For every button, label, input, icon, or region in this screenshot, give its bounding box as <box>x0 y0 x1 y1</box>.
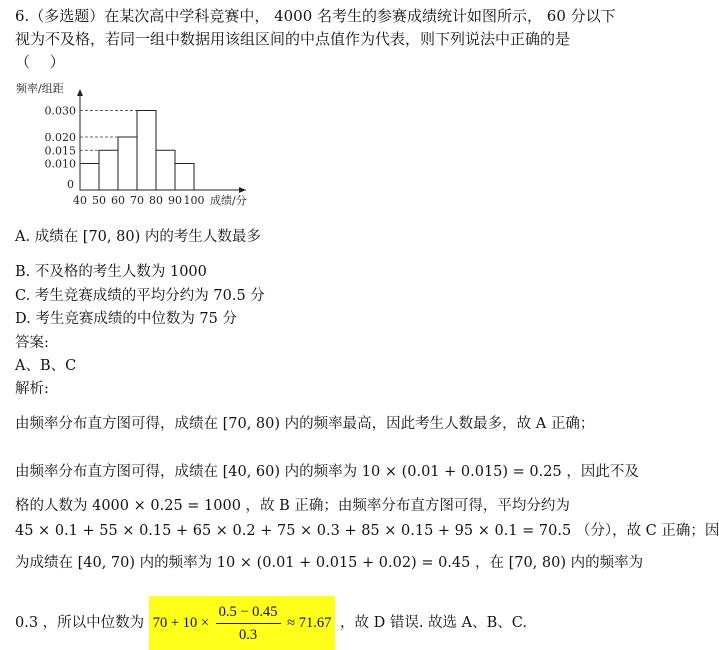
histogram-bar <box>118 137 137 190</box>
question-line-2: 视为不及格，若同一组中数据用该组区间的中点值作为代表，则下列说法中正确的是 <box>15 30 571 48</box>
histogram-bar <box>175 164 194 191</box>
analysis-paragraph-5: 为成绩在 [40, 70) 内的频率为 10 × (0.01 + 0.015 + 0.02) = 0.45 ，在 [70, 80) 内的频率为 <box>15 555 644 571</box>
histogram-bar <box>80 164 99 191</box>
question-line-1: 6.（多选题）在某次高中学科竞赛中， 4000 名考生的参赛成绩统计如图所示， 60 分以下 <box>15 7 616 25</box>
answer-label: 答案: <box>15 335 49 351</box>
x-tick-label: 60 <box>111 194 125 207</box>
x-tick-label: 40 <box>73 194 87 207</box>
analysis-paragraph-6 <box>15 596 527 650</box>
median-formula-highlight <box>149 596 336 650</box>
x-axis-arrow <box>239 187 246 193</box>
y-tick-label: 0.020 <box>44 131 76 144</box>
median-formula-result: ≈ 71.67 <box>287 615 332 631</box>
x-tick-label: 80 <box>149 194 163 207</box>
analysis-paragraph-1: 由频率分布直方图可得，成绩在 [70, 80) 内的频率最高，因此考生人数最多，故 A 正确； <box>15 416 595 432</box>
y-tick-label: 0.030 <box>44 104 76 118</box>
analysis-paragraph-3: 格的人数为 4000 × 0.25 = 1000 ，故 B 正确；由频率分布直方图可得，平均分约为 <box>15 498 570 514</box>
analysis-paragraph-2: 由频率分布直方图可得，成绩在 [40, 60) 内的频率为 10 × (0.01 + 0.015) = 0.25 ，因此不及 <box>15 464 639 480</box>
median-conclusion: ，故 D 错误. 故选 A、B、C. <box>340 615 527 631</box>
x-axis-label: 成绩/分 <box>210 194 247 207</box>
median-fraction-numerator: 0.5 − 0.45 <box>216 603 281 624</box>
x-tick-label: 50 <box>92 194 106 207</box>
median-fraction-denominator: 0.3 <box>239 626 258 643</box>
frequency-histogram <box>12 80 272 212</box>
histogram-bar <box>99 150 118 190</box>
option-a: A. 成绩在 [70, 80) 内的考生人数最多 <box>15 229 261 245</box>
option-d: D. 考生竞赛成绩的中位数为 75 分 <box>15 311 237 327</box>
y-tick-label: 0.015 <box>44 144 76 158</box>
x-tick-label: 100 <box>183 194 205 207</box>
analysis-paragraph-4: 45 × 0.1 + 55 × 0.15 + 65 × 0.2 + 75 × 0.3 + 85 × 0.15 + 95 × 0.1 = 70.5 （分），故 C 正确；因 <box>15 523 719 539</box>
x-tick-label: 90 <box>168 194 182 207</box>
option-c: C. 考生竞赛成绩的平均分约为 70.5 分 <box>15 288 265 304</box>
analysis-label: 解析: <box>15 381 49 397</box>
answer-value: A、B、C <box>15 358 77 374</box>
median-formula-lead: 70 + 10 × <box>152 615 210 631</box>
median-intro: 0.3 ，所以中位数为 <box>15 615 145 631</box>
y-tick-label: 0.010 <box>44 157 76 171</box>
median-fraction <box>216 603 281 644</box>
y-axis-arrow <box>77 89 83 96</box>
histogram-bar <box>137 111 156 191</box>
question-line-3: （ ） <box>15 53 65 71</box>
y-tick-label-zero: 0 <box>67 178 74 191</box>
histogram-bar <box>156 150 175 190</box>
x-tick-label: 70 <box>130 194 144 207</box>
option-b: B. 不及格的考生人数为 1000 <box>15 264 207 280</box>
y-axis-label: 频率/组距 <box>16 82 64 95</box>
